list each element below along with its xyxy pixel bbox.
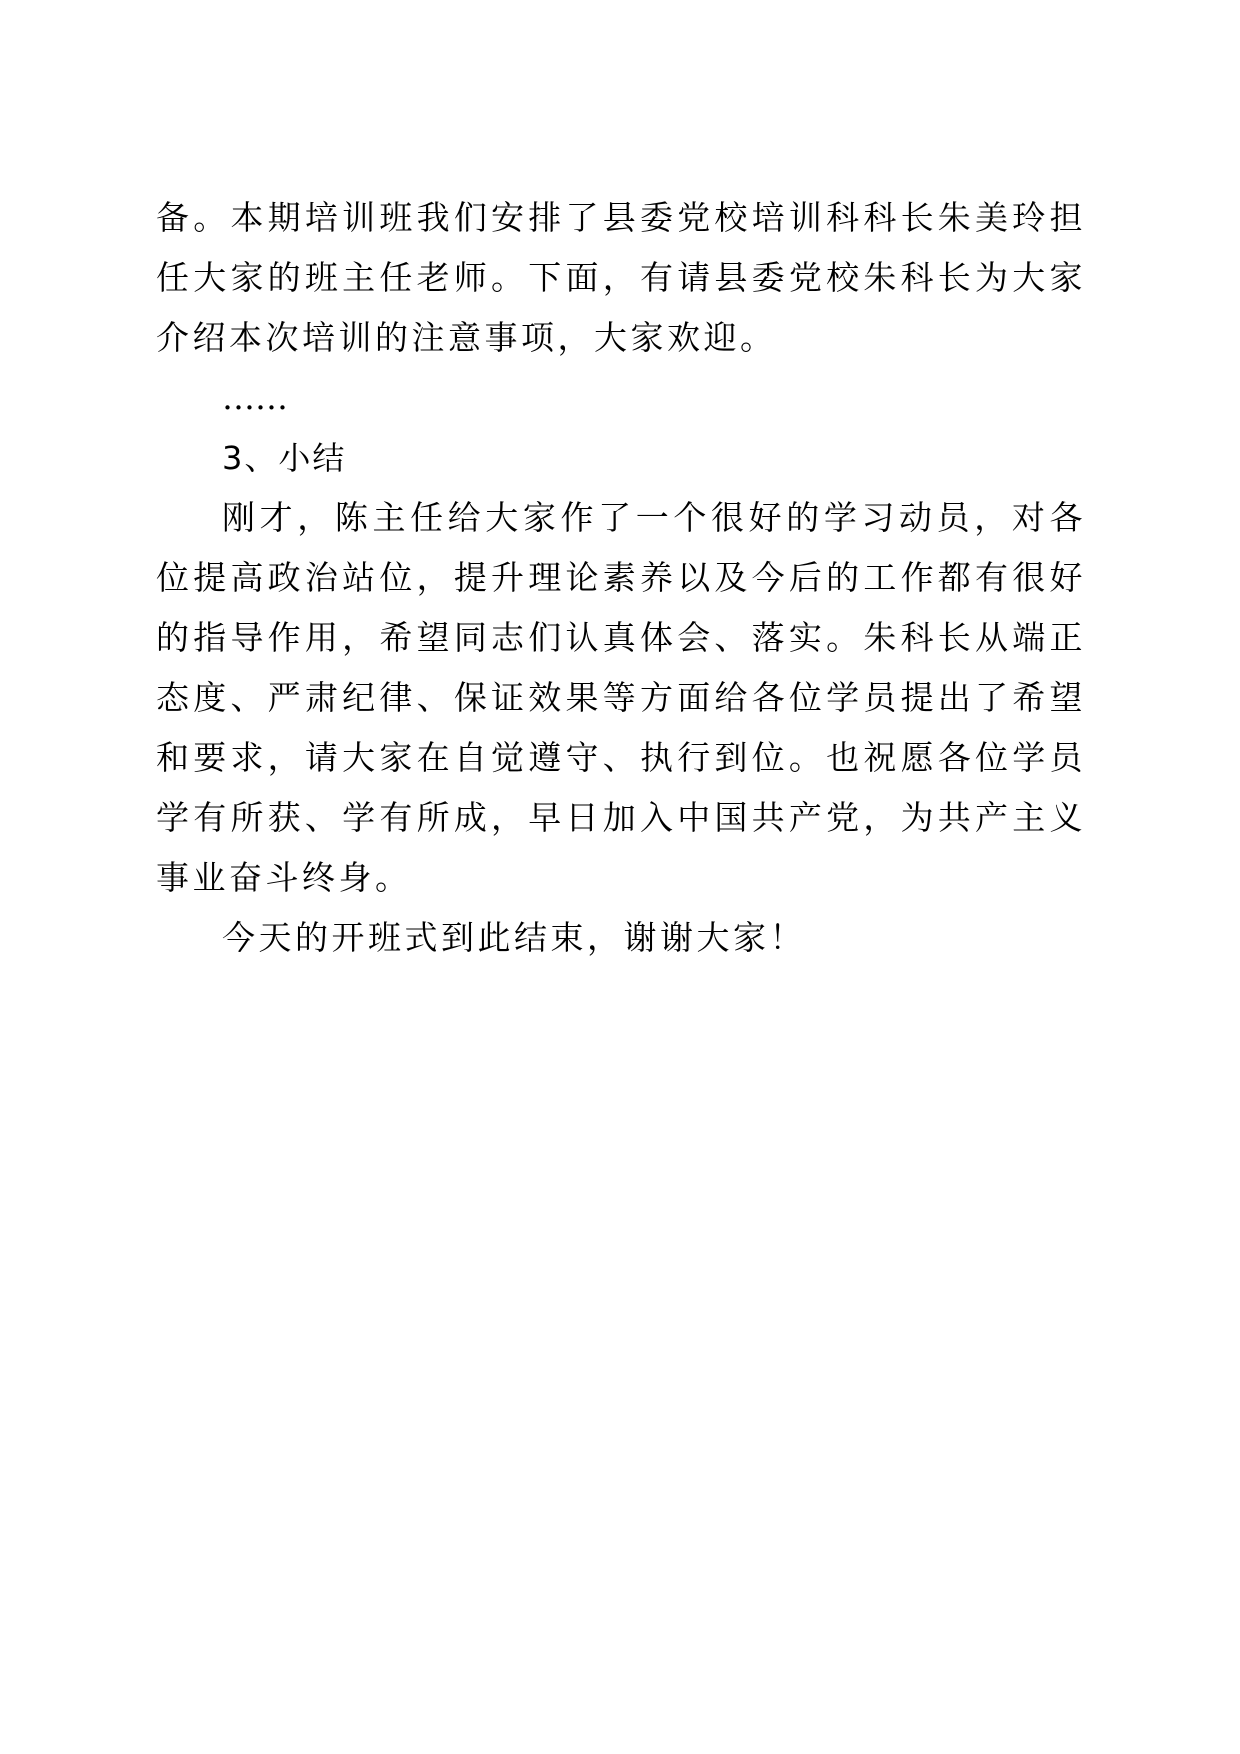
paragraph-summary: 刚才，陈主任给大家作了一个很好的学习动员，对各位提高政治站位，提升理论素养以及今后的工作都有很好的指导作用，希望同志们认真体会、落实。朱科长从端正态度、严肃纪律、保证效果等方面给各位学员提出了希望和要求，请大家在自觉遵守、执行到位。也祝愿各位学员学有所获、学有所成，早日加入中国共产党，为共产主义事业奋斗终身。 — [156, 498, 1086, 897]
document-body — [156, 188, 1086, 968]
paragraph-closing: 今天的开班式到此结束，谢谢大家！ — [222, 918, 806, 957]
ellipsis: …… — [222, 378, 288, 417]
section-heading: 3、小结 — [222, 439, 347, 477]
paragraph-continuation: 备。本期培训班我们安排了县委党校培训科科长朱美玲担任大家的班主任老师。下面，有请县委党校朱科长为大家介绍本次培训的注意事项，大家欢迎。 — [156, 198, 1086, 357]
